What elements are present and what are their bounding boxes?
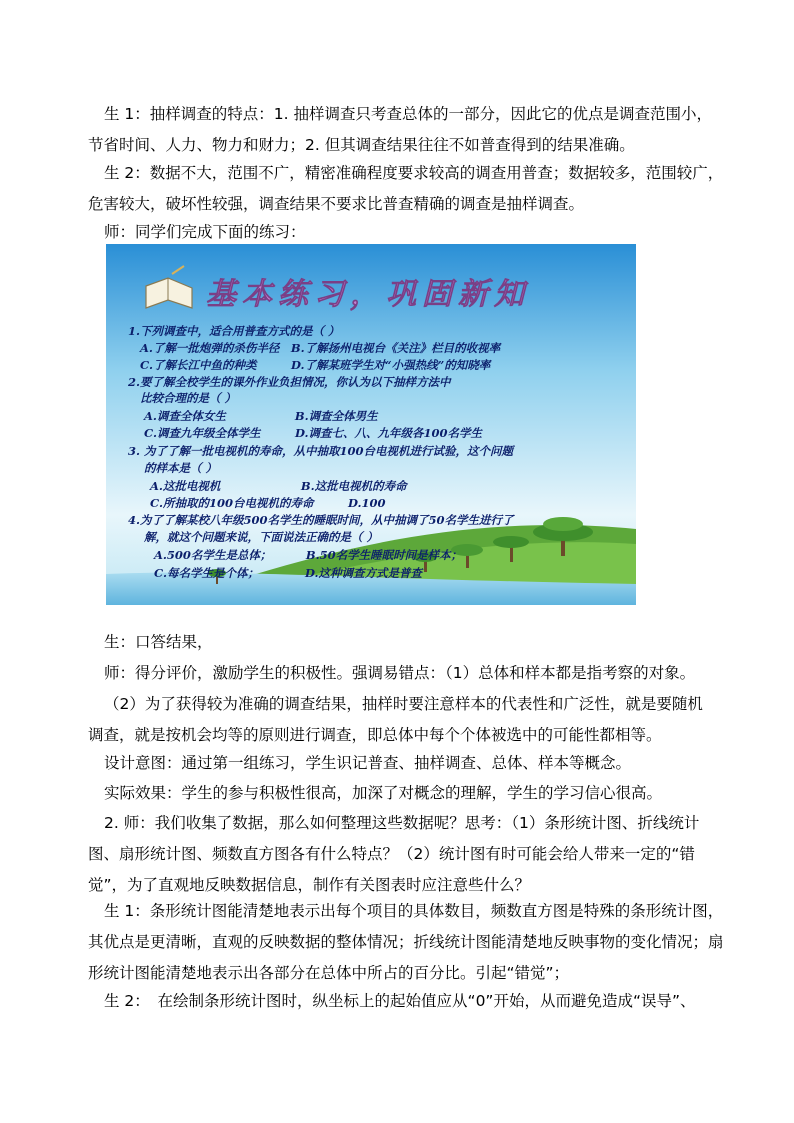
slide-line: A.500名学生是总体； B.50名学生睡眠时间是样本； (154, 548, 463, 562)
paragraph-sampling-note (88, 689, 728, 751)
paragraph-design-intent (88, 748, 728, 779)
text-line: 节省时间、人力、物力和财力；2. 但其调查结果往往不如普查得到的结果准确。 (88, 136, 635, 154)
paragraph-student-answer (88, 627, 728, 658)
paragraph-student2-census (88, 158, 728, 220)
text-line: （2）为了获得较为准确的调查结果，抽样时要注意样本的代表性和广泛性，就是要随机 (104, 695, 703, 713)
text-line: 生：口答结果， (104, 633, 213, 651)
slide-line: C.调查九年级全体学生 D.调查七、八、九年级各100名学生 (144, 426, 483, 440)
text-line: 调查，就是按机会均等的原则进行调查，即总体中每个个体被选中的可能性都相等。 (88, 726, 662, 744)
text-line: 生 1：条形统计图能清楚地表示出每个项目的具体数目，频数直方图是特殊的条形统计图， (104, 902, 724, 920)
slide-line: C.所抽取的100台电视机的寿命 D.100 (150, 496, 386, 510)
slide-line: 3. 为了了解一批电视机的寿命，从中抽取100台电视机进行试验，这个问题 (128, 444, 514, 458)
slide-title: 基本练习，巩固新知 (206, 277, 530, 312)
slide-line: C.每名学生是个体； D.这种调查方式是普查 (154, 566, 423, 580)
text-line: 形统计图能清楚地表示出各部分在总体中所占的百分比。引起“错觉”； (88, 964, 570, 982)
text-line: 实际效果：学生的参与积极性很高，加深了对概念的理解，学生的学习信心很高。 (104, 784, 663, 802)
slide-line: 的样本是（ ） (144, 461, 218, 475)
slide-line: 比较合理的是（ ） (140, 391, 237, 405)
slide-line: 解，就这个问题来说，下面说法正确的是（ ） (144, 530, 379, 544)
text-line: 生 1：抽样调查的特点：1. 抽样调查只考查总体的一部分，因此它的优点是调查范围小， (104, 105, 713, 123)
text-line: 师：得分评价，激励学生的积极性。强调易错点：（1）总体和样本都是指考察的对象。 (104, 664, 696, 682)
paragraph-student1-sampling (88, 99, 728, 161)
paragraph-student1-charts (88, 896, 728, 989)
text-line: 图、扇形统计图、频数直方图各有什么特点？（2）统计图有时可能会给人带来一定的“错 (88, 845, 695, 863)
text-line: 危害较大，破坏性较强，调查结果不要求比普查精确的调查是抽样调查。 (88, 195, 585, 213)
slide-line: A.调查全体女生 B.调查全体男生 (144, 409, 378, 423)
text-line: 2. 师：我们收集了数据，那么如何整理这些数据呢？思考：（1）条形统计图、折线统计 (104, 814, 700, 832)
text-line: 师：同学们完成下面的练习： (104, 223, 306, 241)
slide-line: 4.为了了解某校八年级500名学生的睡眠时间，从中抽调了50名学生进行了 (128, 513, 514, 527)
paragraph-teacher-evaluation (88, 658, 728, 689)
slide-line: C.了解长江中鱼的种类 D.了解某班学生对“小强热线”的知晓率 (140, 358, 491, 372)
paragraph-actual-effect (88, 778, 728, 809)
text-line: 生 2：数据不大，范围不广，精密准确程度要求较高的调查用普查；数据较多，范围较广， (104, 164, 724, 182)
paragraph-student2-charts (88, 986, 728, 1017)
text-line: 生 2： 在绘制条形统计图时，纵坐标上的起始值应从“0”开始，从而避免造成“误导”、 (104, 992, 696, 1010)
slide-line: A.了解一批炮弹的杀伤半径 B.了解扬州电视台《关注》栏目的收视率 (140, 341, 501, 355)
text-line: 觉”，为了直观地反映数据信息，制作有关图表时应注意些什么？ (88, 876, 531, 894)
slide-line: A.这批电视机 B.这批电视机的寿命 (150, 479, 407, 493)
slide-line: 2.要了解全校学生的课外作业负担情况，你认为以下抽样方法中 (128, 375, 451, 389)
text-line: 其优点是更清晰，直观的反映数据的整体情况；折线统计图能清楚地反映事物的变化情况；扇 (88, 933, 724, 951)
paragraph-teacher-question (88, 808, 728, 901)
text-line: 设计意图：通过第一组练习，学生识记普查、抽样调查、总体、样本等概念。 (104, 754, 632, 772)
slide-line: 1.下列调查中，适合用普查方式的是（ ） (128, 324, 340, 338)
exercise-slide-image (106, 244, 636, 605)
